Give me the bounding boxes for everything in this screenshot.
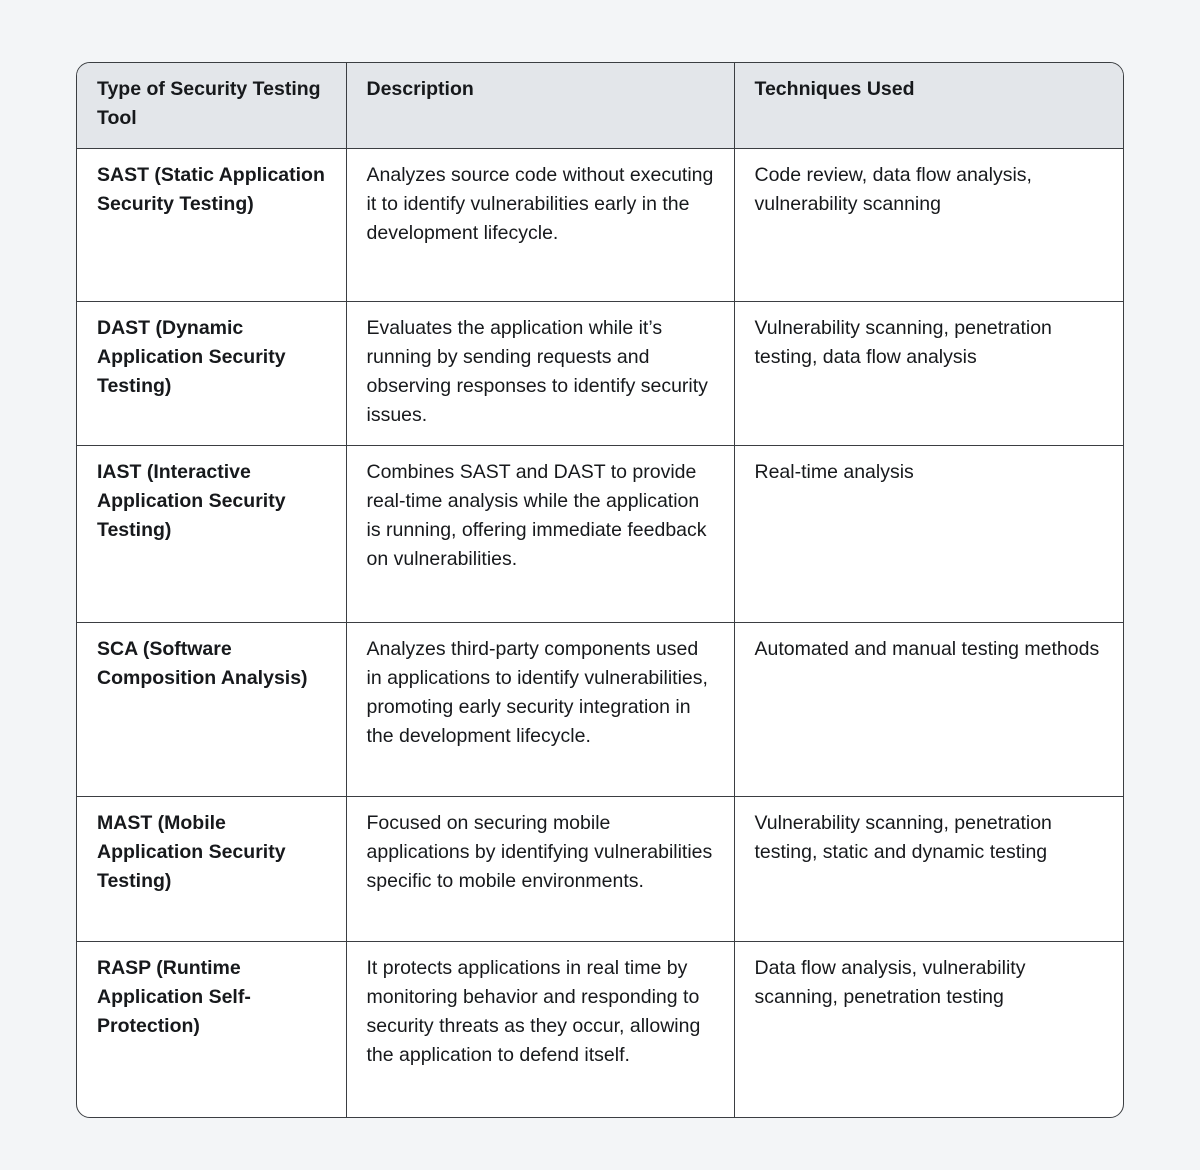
cell-tool-name: DAST (Dynamic Application Security Testing) — [77, 301, 346, 445]
cell-description: Evaluates the application while it’s running by sending requests and observing responses to identify security issues. — [346, 301, 734, 445]
table-row — [77, 796, 1124, 941]
table-row — [77, 445, 1124, 622]
cell-description: It protects applications in real time by monitoring behavior and responding to security threats as they occur, allowing the application to defend itself. — [346, 941, 734, 1117]
table-row — [77, 148, 1124, 301]
cell-description: Combines SAST and DAST to provide real-time analysis while the application is running, offering immediate feedback on vulnerabilities. — [346, 445, 734, 622]
cell-techniques: Vulnerability scanning, penetration testing, data flow analysis — [734, 301, 1124, 445]
security-testing-tools-table — [76, 62, 1124, 1118]
cell-techniques: Automated and manual testing methods — [734, 622, 1124, 796]
cell-description: Analyzes source code without executing it to identify vulnerabilities early in the development lifecycle. — [346, 148, 734, 301]
cell-techniques: Data flow analysis, vulnerability scanning, penetration testing — [734, 941, 1124, 1117]
cell-description: Analyzes third-party components used in applications to identify vulnerabilities, promoting early security integration in the development lifecycle. — [346, 622, 734, 796]
column-header-techniques: Techniques Used — [734, 63, 1124, 148]
column-header-tool-type: Type of Security Testing Tool — [77, 63, 346, 148]
cell-techniques: Vulnerability scanning, penetration testing, static and dynamic testing — [734, 796, 1124, 941]
table — [77, 63, 1124, 1117]
cell-techniques: Code review, data flow analysis, vulnerability scanning — [734, 148, 1124, 301]
cell-tool-name: MAST (Mobile Application Security Testing) — [77, 796, 346, 941]
header-row — [77, 63, 1124, 148]
cell-tool-name: IAST (Interactive Application Security Testing) — [77, 445, 346, 622]
table-row — [77, 622, 1124, 796]
cell-tool-name: RASP (Runtime Application Self-Protection) — [77, 941, 346, 1117]
cell-tool-name: SAST (Static Application Security Testing) — [77, 148, 346, 301]
cell-tool-name: SCA (Software Composition Analysis) — [77, 622, 346, 796]
table-row — [77, 941, 1124, 1117]
column-header-description: Description — [346, 63, 734, 148]
table-row — [77, 301, 1124, 445]
cell-techniques: Real-time analysis — [734, 445, 1124, 622]
cell-description: Focused on securing mobile applications by identifying vulnerabilities specific to mobile environments. — [346, 796, 734, 941]
